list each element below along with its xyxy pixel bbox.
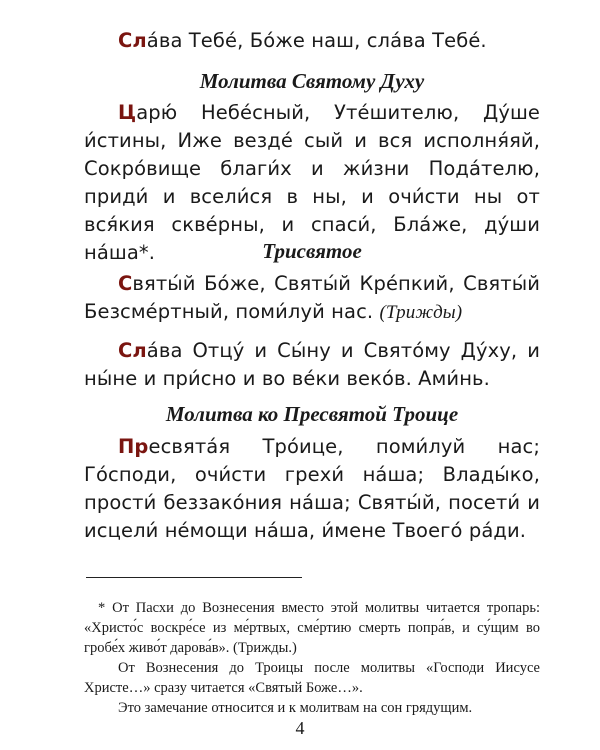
prayer-text: есвята́я Тро́ице, поми́луй нас; Го́споди, очи́сти грехи́ на́ша; Влады́ко, прости́ беззако́ния на́ша; Святы́й, посети́ и исцели́ не́мощи на́ша, и́мене Твоего́ ра́ди. xyxy=(84,435,540,542)
footnote-divider xyxy=(86,577,302,578)
page-number: 4 xyxy=(295,718,305,738)
glory-verse xyxy=(118,27,574,55)
prayer-trisagion xyxy=(84,270,540,327)
prayer-doxology xyxy=(84,337,540,393)
heading-holy-spirit: Молитва Святому Духу xyxy=(199,69,425,93)
footnote-1: * От Пасхи до Вознесения вместо этой молитвы читается тропарь: «Христо́с воскре́се из ме́ртвых, сме́ртию смерть попра́в, и су́щим во гробе́х живо́т дарова́в». (Трижды.) xyxy=(84,600,540,656)
red-initial: Пр xyxy=(118,435,149,458)
footnote-2: От Вознесения до Троицы после молитвы «Господи Иисусе Христе…» сразу читается «Святый Боже…». xyxy=(84,660,540,696)
heading-trisagion: Трисвятое xyxy=(262,239,362,263)
prayer-text: вяты́й Бо́же, Святы́й Кре́пкий, Святы́й Безсме́ртный, поми́луй нас. xyxy=(84,272,540,323)
red-initial: С xyxy=(118,272,133,295)
verse-text: а́ва Тебе́, Бо́же наш, сла́ва Тебе́. xyxy=(146,29,487,52)
rubric-note: (Трижды) xyxy=(379,302,463,323)
red-initial: Сл xyxy=(118,339,147,362)
heading-trinity: Молитва ко Пресвятой Троице xyxy=(165,402,459,426)
footnote-3: Это замечание относится и к молитвам на сон грядущим. xyxy=(118,700,473,716)
prayer-text: а́ва Отцу́ и Сы́ну и Свято́му Ду́ху, и ны́не и при́сно и во ве́ки веко́в. Ами́нь. xyxy=(84,339,540,390)
prayer-text: арю́ Небе́сный, Уте́шителю, Ду́ше и́стины, Иже везде́ сый и вся исполня́яй, Сокро́вище благи́х и жи́зни Пода́телю, приди́ и всели́ся в ны, и очи́сти ны от вся́кия скве́рны, и спаси́, Бла́же, ду́ши на́ша*. xyxy=(84,101,540,264)
red-initial: Сл xyxy=(118,29,147,52)
red-initial: Ц xyxy=(118,101,137,124)
prayer-trinity xyxy=(84,433,540,545)
